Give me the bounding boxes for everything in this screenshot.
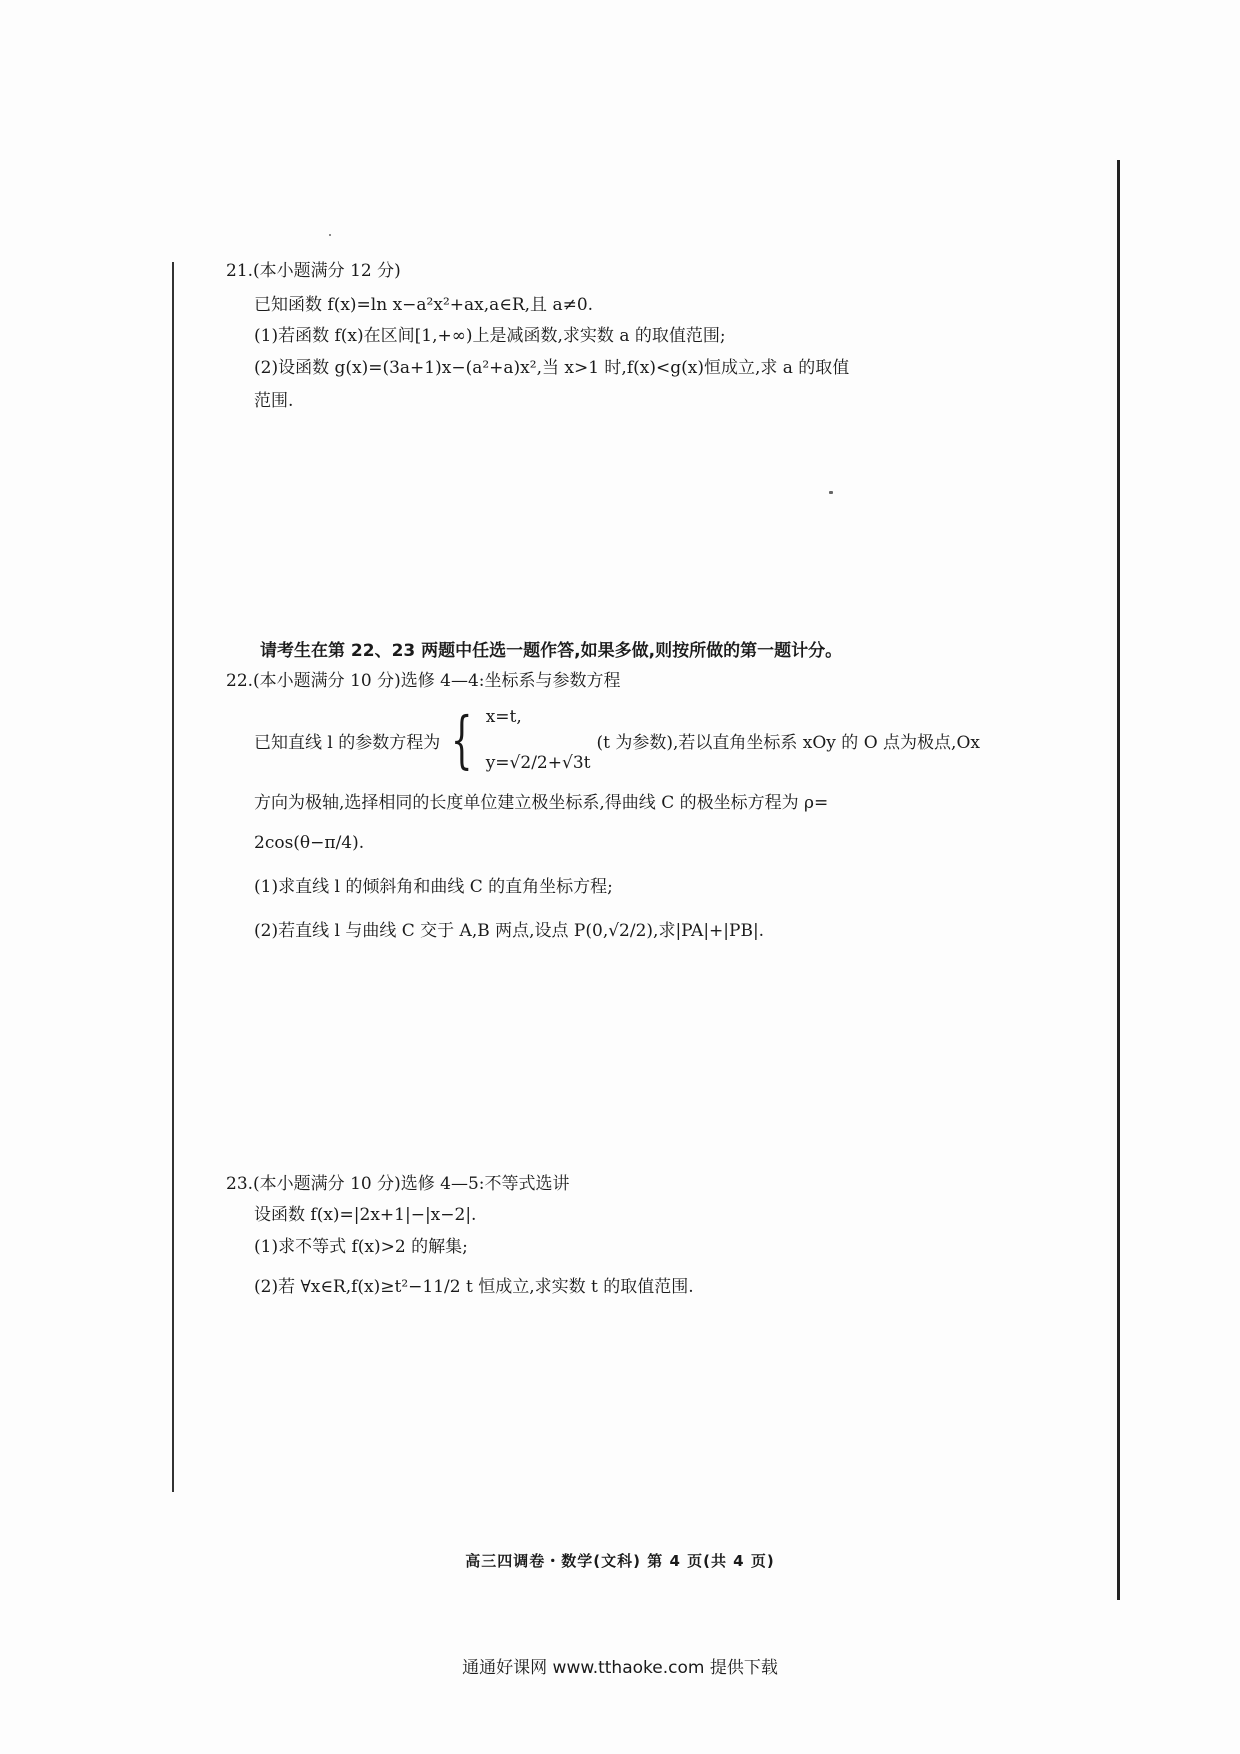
q21-header: 21.(本小题满分 12 分): [226, 261, 401, 281]
q23-stem: 设函数 f(x)=|2x+1|−|x−2|.: [254, 1205, 477, 1225]
q22-line3: 2cos(θ−π/4).: [254, 833, 365, 853]
left-brace-icon: {: [451, 703, 473, 776]
left-border-line: [172, 262, 174, 1492]
q23-part1: (1)求不等式 f(x)>2 的解集;: [254, 1237, 468, 1257]
q22-equation-system: [486, 707, 591, 773]
q21-part2-line1: (2)设函数 g(x)=(3a+1)x−(a²+a)x²,当 x>1 时,f(x)<g(x)恒成立,求 a 的取值: [254, 358, 850, 378]
q23-part2: (2)若 ∀x∈R,f(x)≥t²−11/2 t 恒成立,求实数 t 的取值范围.: [254, 1277, 694, 1297]
q22-line2: 方向为极轴,选择相同的长度单位建立极坐标系,得曲线 C 的极坐标方程为 ρ=: [254, 793, 829, 813]
q23-header: 23.(本小题满分 10 分)选修 4—5:不等式选讲: [226, 1174, 570, 1194]
scan-speck: [829, 491, 833, 494]
q22-part2: (2)若直线 l 与曲线 C 交于 A,B 两点,设点 P(0,√2/2),求|PA|+|PB|.: [254, 921, 765, 941]
scan-speck: [329, 234, 331, 236]
q21-part2-line2: 范围.: [254, 391, 294, 411]
q22-parametric-equation: [254, 703, 980, 776]
q22-stem-suffix: (t 为参数),若以直角坐标系 xOy 的 O 点为极点,Ox: [596, 732, 980, 753]
q21-part1: (1)若函数 f(x)在区间[1,+∞)上是减函数,求实数 a 的取值范围;: [254, 326, 726, 346]
choice-notice: 请考生在第 22、23 两题中任选一题作答,如果多做,则按所做的第一题计分。: [260, 641, 843, 661]
q22-eq2: y=√2/2+√3t: [485, 753, 591, 773]
right-border-line: [1117, 160, 1120, 1600]
q22-part1: (1)求直线 l 的倾斜角和曲线 C 的直角坐标方程;: [254, 877, 613, 897]
q21-stem: 已知函数 f(x)=ln x−a²x²+ax,a∈R,且 a≠0.: [254, 295, 594, 315]
page-footer: 高三四调卷・数学(文科) 第 4 页(共 4 页): [465, 1552, 775, 1570]
q22-eq1: x=t,: [485, 707, 522, 727]
q22-stem-prefix: 已知直线 l 的参数方程为: [254, 732, 441, 753]
q22-header: 22.(本小题满分 10 分)选修 4—4:坐标系与参数方程: [226, 671, 621, 691]
download-watermark: 通通好课网 www.tthaoke.com 提供下载: [462, 1658, 778, 1678]
